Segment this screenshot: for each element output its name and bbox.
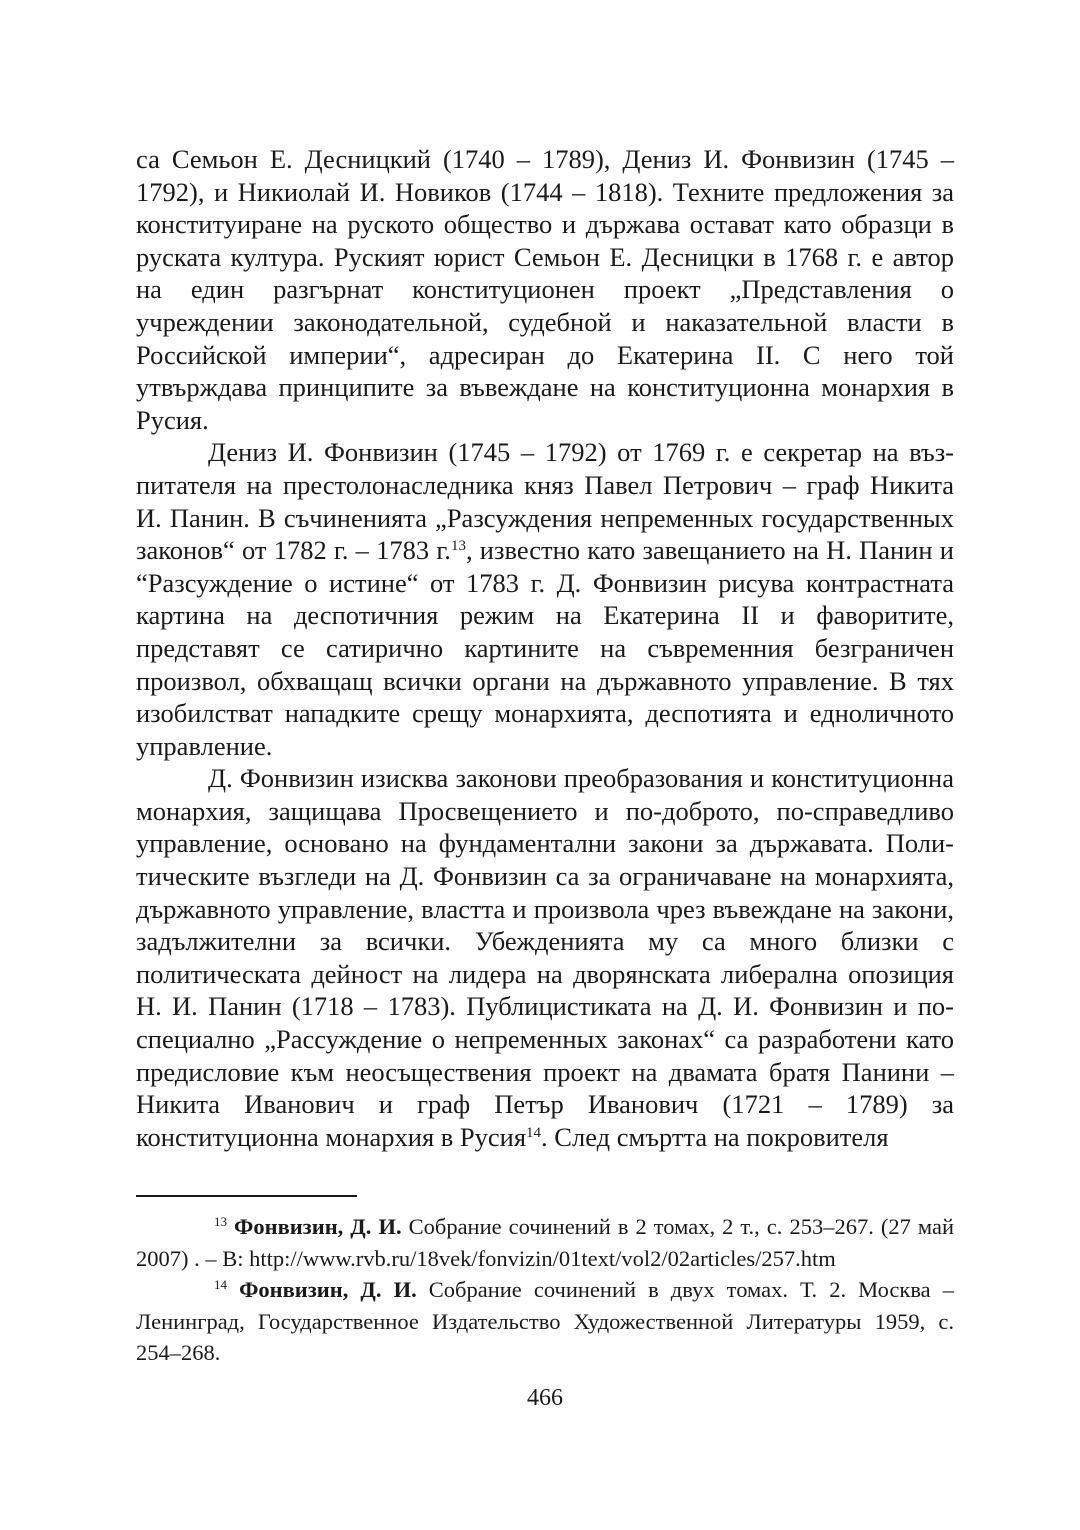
footnote-text: Собрание сочинений в 2 томах, 2 т., с. 253–267. (27 май 2007) . – В: http://www.rvb.ru/18vek/fonvizin/01text/vol2/02articles/257.htm bbox=[136, 1214, 954, 1271]
paragraph-2 bbox=[136, 436, 954, 762]
footnote-13 bbox=[136, 1211, 954, 1274]
paragraph-text: са Семьон Е. Десницкий (1740 – 1789), Дениз И. Фонвизин (1745 – 1792), и Никиолай И. Новиков (1744 – 1818). Техните предложения за конституиране на руското общество и държава остават като образци в руската култура. Руският юрист Семьон Е. Десницки в 1768 г. е автор на един разгърнат конституционен проект „Представления о учреждении законодательной, судебной и наказательной власти в Российской империи“, адресиран до Екатерина II. С него той утвърждава принципите за въвеждане на конституционна монархия в Русия. bbox=[136, 144, 954, 435]
paragraph-text: Дениз И. Фонвизин (1745 – 1792) от 1769 г. е секретар на възпитателя на престолонаследника княз Павел Петрович – граф Никита И. Панин. В съчиненията „Разсуждения непременных государственных законов“ от 1782 г. – 1783 г. bbox=[136, 437, 954, 566]
main-text bbox=[136, 143, 954, 1153]
body-text bbox=[136, 143, 954, 1153]
footnote-text: Собрание сочинений в двух томах. Т. 2. Москва – Ленинград, Государственное Издательство Художественной Литературы 1959, с. 254–268. bbox=[136, 1277, 954, 1365]
footnote-number: 13 bbox=[214, 1214, 227, 1229]
footnote-ref-13: 13 bbox=[450, 538, 466, 555]
paragraph-text: Д. Фонвизин изисква законови преобразования и конституционна монархия, защищава Просвещението и по-доброто, по-справедливо управление, основано на фундаментални закони за държавата. Политическите възгледи на Д. Фонвизин са за ограничаване на монархията, държавното управление, властта и произвола чрез въвеждане на закони, задължителни за всички. Убежденията му са много близки с политическата дейност на лидера на дворянската либерална опозиция Н. И. Панин (1718 – 1783). Публицистиката на Д. И. Фонвизин и поспециално „Рассуждение о непременных законах“ са разработени като предисловие към неосъществения проект на двамата братя Панини – Никита Иванович и граф Петър Иванович (1721 – 1789) за конституционна монархия в Русия bbox=[136, 763, 954, 1152]
footnotes bbox=[136, 1211, 954, 1413]
paragraph-text: . След смъртта на покровителя bbox=[541, 1121, 889, 1152]
paragraph-1 bbox=[136, 143, 954, 436]
footnote-14 bbox=[136, 1274, 954, 1369]
paragraph-3 bbox=[136, 762, 954, 1153]
footnote-author: Фонвизин, Д. И. bbox=[234, 1214, 402, 1239]
footnote-separator bbox=[136, 1195, 357, 1197]
paragraph-text: , известно като завещанието на Н. Панин и “Разсуждение о истине“ от 1783 г. Д. Фонвизин рисува контрастната картина на деспотичния режим на Екатерина II и фаворитите, представят се сатирично картините на съвременния безграничен произвол, обхващащ всички органи на държавното управление. В тях изобилстват нападките срещу монархията, деспотията и едноличното управление. bbox=[136, 535, 954, 761]
footnote-author: Фонвизин, Д. И. bbox=[239, 1277, 417, 1302]
page-number: 466 bbox=[527, 1384, 563, 1411]
footnote-ref-14: 14 bbox=[526, 1124, 542, 1141]
footnote-number: 14 bbox=[214, 1277, 227, 1292]
